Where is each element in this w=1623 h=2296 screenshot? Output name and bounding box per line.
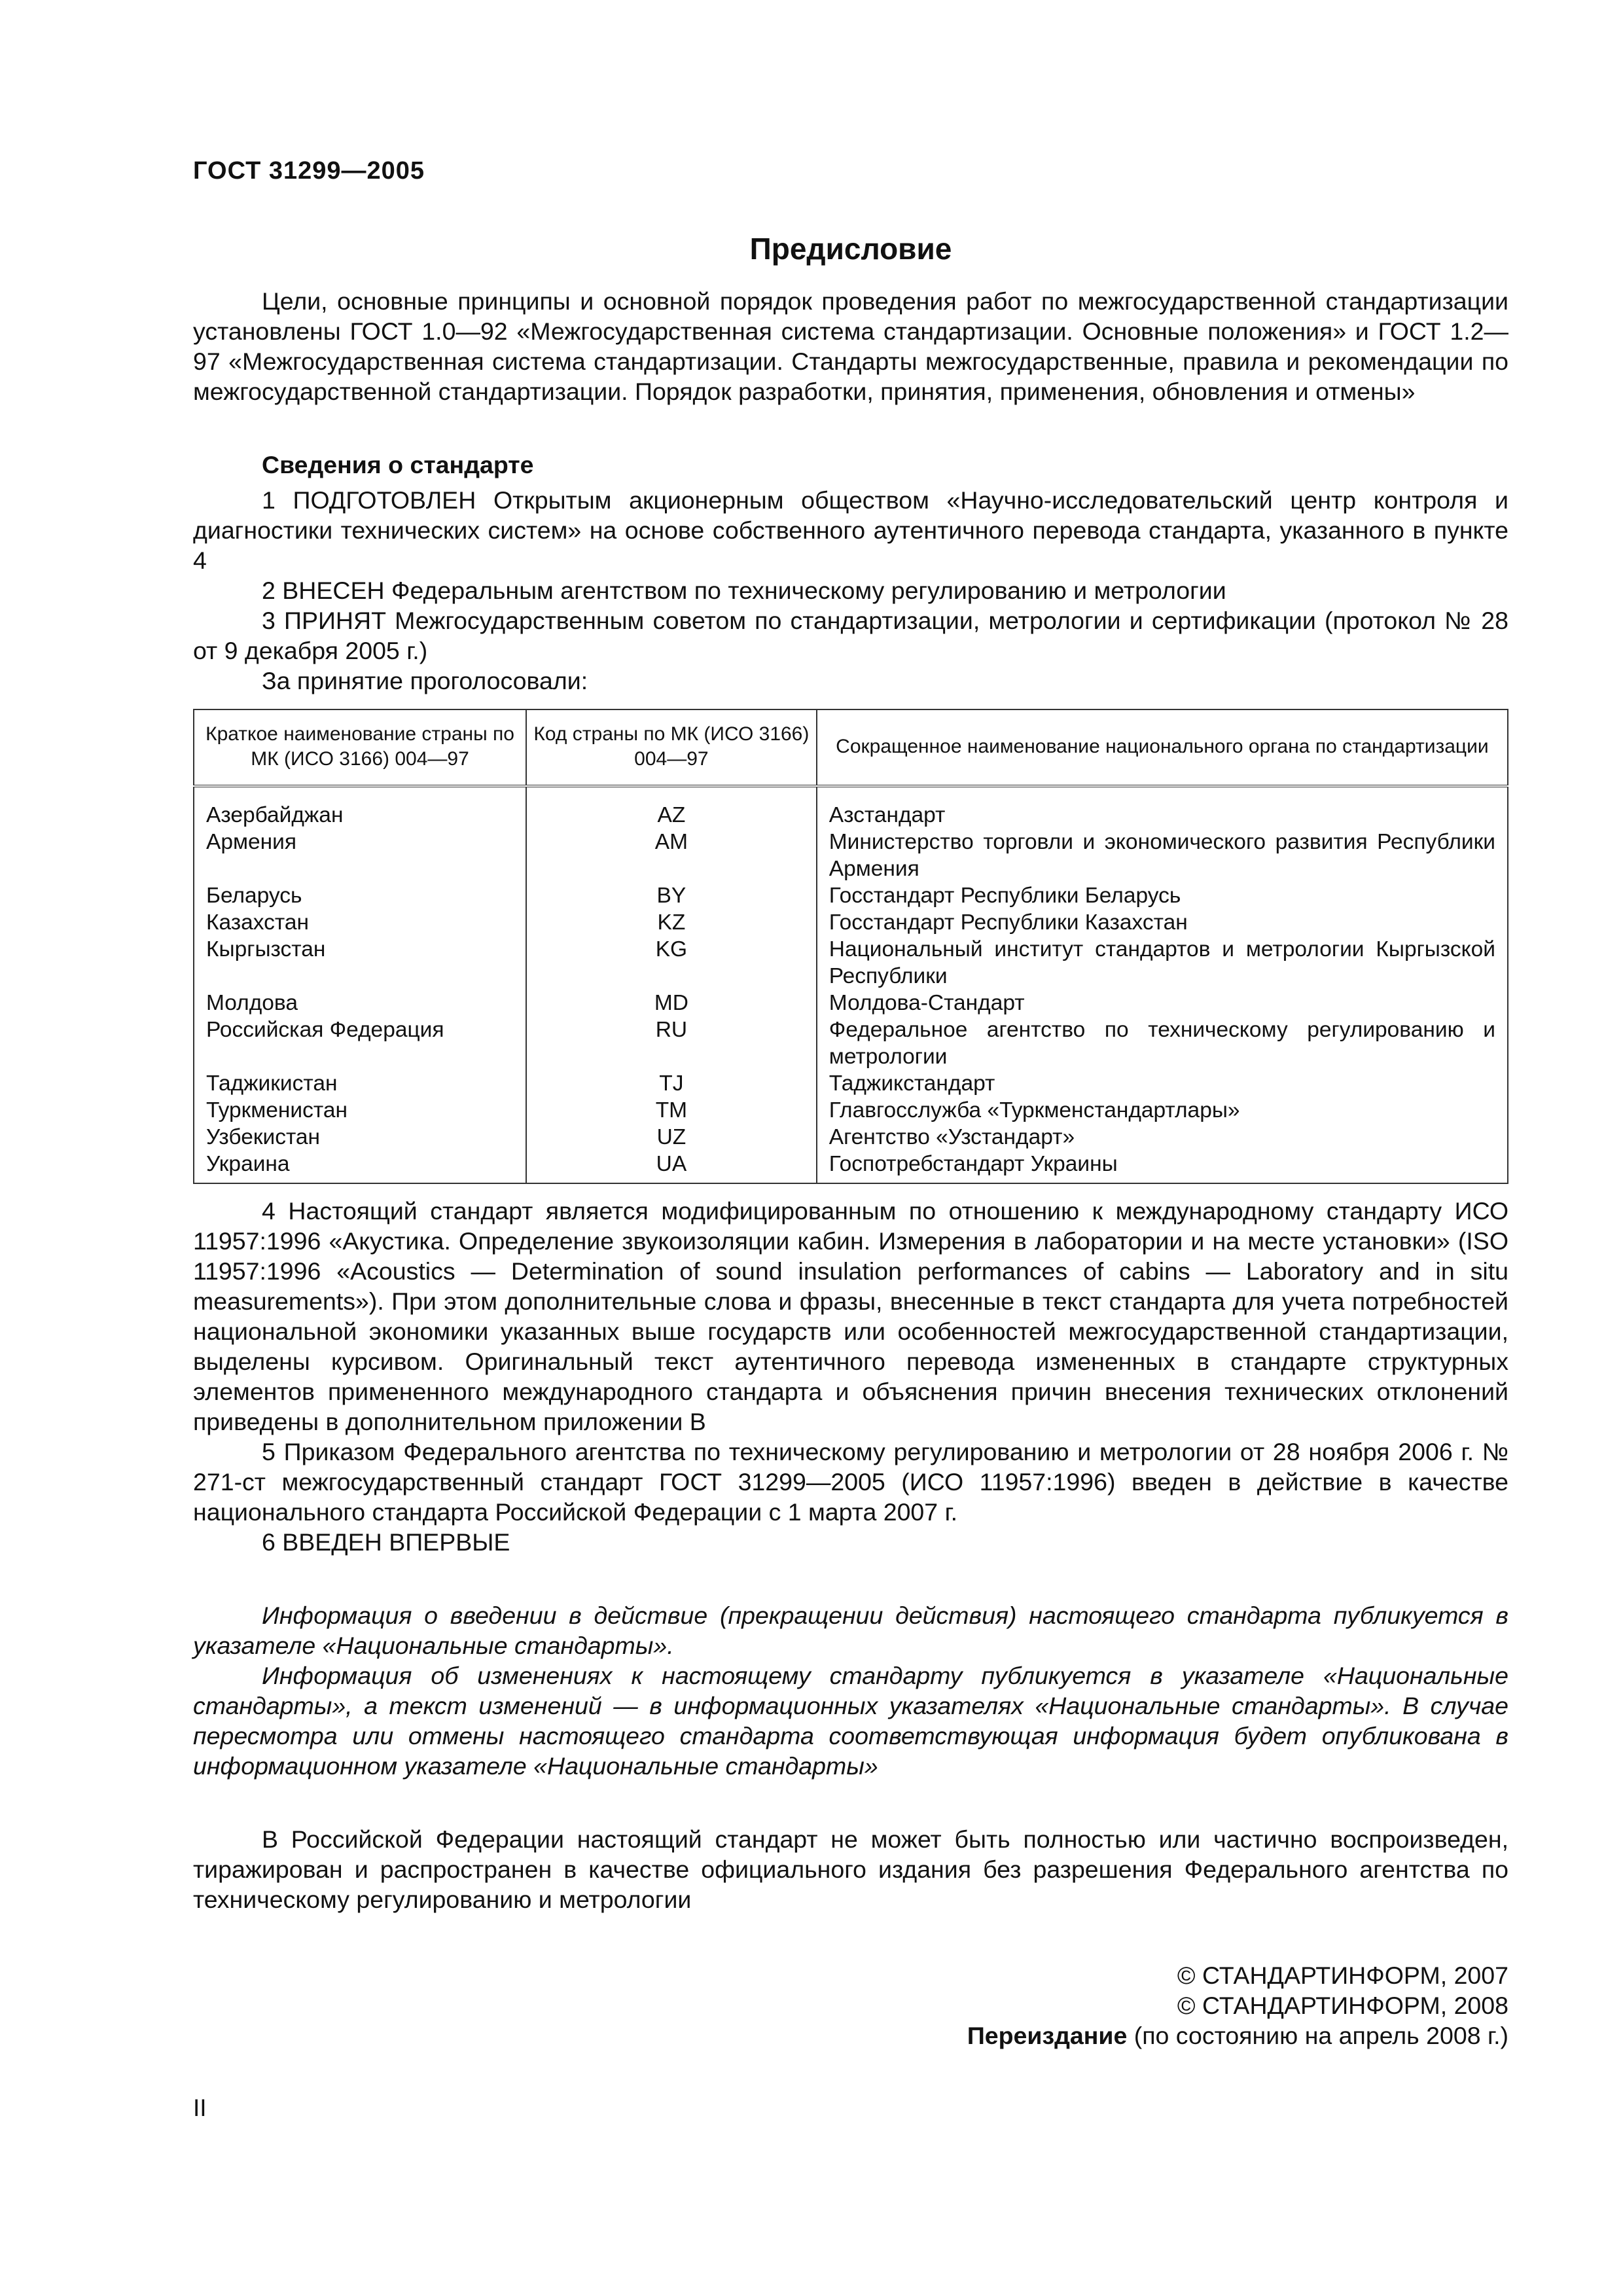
code-cell: UZ <box>526 1124 817 1151</box>
item-1: 1 ПОДГОТОВЛЕН Открытым акционерным обществом «Научно-исследовательский центр контроля и диагностики технических систем» на основе собственного аутентичного перевода стандарта, указанного в пункте 4 <box>193 486 1508 574</box>
document-page <box>193 157 1508 2051</box>
table-header-country: Краткое наименование страны по МК (ИСО 3166) 004—97 <box>194 709 526 786</box>
table-row <box>194 909 1508 936</box>
country-cell: Армения <box>194 829 526 882</box>
code-cell: KG <box>526 936 817 990</box>
item-3: 3 ПРИНЯТ Межгосударственным советом по стандартизации, метрологии и сертификации (протокол № 28 от 9 декабря 2005 г.) <box>193 607 1508 664</box>
document-header: ГОСТ 31299—2005 <box>193 157 425 185</box>
reissue-label: Переиздание <box>967 2022 1128 2049</box>
code-cell: TJ <box>526 1070 817 1097</box>
reissue-note: (по состоянию на апрель 2008 г.) <box>1127 2022 1508 2049</box>
page-title: Предисловие <box>749 232 952 266</box>
voted-label: За принятие проголосовали: <box>262 667 588 694</box>
country-cell: Российская Федерация <box>194 1016 526 1070</box>
organ-cell: Национальный институт стандартов и метрологии Кыргызской Республики <box>817 936 1508 990</box>
copyright-block <box>193 1960 1508 2051</box>
code-cell: AM <box>526 829 817 882</box>
code-cell: KZ <box>526 909 817 936</box>
country-cell: Таджикистан <box>194 1070 526 1097</box>
country-cell: Украина <box>194 1151 526 1183</box>
country-cell: Кыргызстан <box>194 936 526 990</box>
organ-cell: Таджикстандарт <box>817 1070 1508 1097</box>
publication-note-2: Информация об изменениях к настоящему стандарту публикуется в указателе «Национальные стандарты», а текст изменений — в информационных указателях «Национальные стандарты». В случае пересмотра или отмены настоящего стандарта соответствующая информация будет опубликована в информационном указателе «Национальные стандарты» <box>193 1662 1508 1780</box>
country-cell: Туркменистан <box>194 1097 526 1124</box>
table-row <box>194 990 1508 1016</box>
table-row <box>194 829 1508 882</box>
countries-table <box>193 709 1508 1184</box>
table-row <box>194 882 1508 909</box>
organ-cell: Азстандарт <box>817 786 1508 829</box>
copyright-line: © СТАНДАРТИНФОРМ, 2008 <box>1177 1992 1508 2019</box>
table-row <box>194 936 1508 990</box>
organ-cell: Главгосслужба «Туркменстандартлары» <box>817 1097 1508 1124</box>
organ-cell: Госстандарт Республики Казахстан <box>817 909 1508 936</box>
code-cell: AZ <box>526 786 817 829</box>
table-row <box>194 1151 1508 1183</box>
code-cell: MD <box>526 990 817 1016</box>
publication-note-1: Информация о введении в действие (прекращении действия) настоящего стандарта публикуется в указателе «Национальные стандарты». <box>193 1602 1508 1659</box>
info-heading: Сведения о стандарте <box>262 451 534 478</box>
organ-cell: Министерство торговли и экономического развития Республики Армения <box>817 829 1508 882</box>
table-row <box>194 786 1508 829</box>
code-cell: UA <box>526 1151 817 1183</box>
code-cell: RU <box>526 1016 817 1070</box>
organ-cell: Молдова-Стандарт <box>817 990 1508 1016</box>
country-cell: Молдова <box>194 990 526 1016</box>
table-row <box>194 1016 1508 1070</box>
code-cell: TM <box>526 1097 817 1124</box>
organ-cell: Госстандарт Республики Беларусь <box>817 882 1508 909</box>
country-cell: Узбекистан <box>194 1124 526 1151</box>
organ-cell: Агентство «Узстандарт» <box>817 1124 1508 1151</box>
country-cell: Беларусь <box>194 882 526 909</box>
intro-paragraph: Цели, основные принципы и основной порядок проведения работ по межгосударственной стандартизации установлены ГОСТ 1.0—92 «Межгосударственная система стандартизации. Основные положения» и ГОСТ 1.2—97 «Межгосударственная система стандартизации. Стандарты межгосударственные, правила и рекомендации по межгосударственной стандартизации. Порядок разработки, принятия, применения, обновления и отмены» <box>193 287 1508 405</box>
item-4: 4 Настоящий стандарт является модифицированным по отношению к международному стандарту ИСО 11957:1996 «Акустика. Определение звукоизоляции кабин. Измерения в лаборатории и на месте установки» (ISO 11957:1996 «Acoustics — Determination of sound insulation performances of cabins — Laboratory and in situ measurements»). При этом дополнительные слова и фразы, внесенные в текст стандарта для учета потребностей национальной экономики указанных выше государств или особенностей межгосударственной стандартизации, выделены курсивом. Оригинальный текст аутентичного перевода измененных в стандарте структурных элементов примененного международного стандарта и объяснения причин внесения технических отклонений приведены в дополнительном приложении В <box>193 1197 1508 1435</box>
country-cell: Азербайджан <box>194 786 526 829</box>
restriction-notice: В Российской Федерации настоящий стандарт не может быть полностью или частично воспроизведен, тиражирован и распространен в качестве официального издания без разрешения Федерального агентства по техническому регулированию и метрологии <box>193 1825 1508 1913</box>
country-cell: Казахстан <box>194 909 526 936</box>
table-row <box>194 1124 1508 1151</box>
organ-cell: Федеральное агентство по техническому регулированию и метрологии <box>817 1016 1508 1070</box>
item-2: 2 ВНЕСЕН Федеральным агентством по техническому регулированию и метрологии <box>262 577 1226 604</box>
table-row <box>194 1097 1508 1124</box>
item-6: 6 ВВЕДЕН ВПЕРВЫЕ <box>262 1528 510 1556</box>
item-5: 5 Приказом Федерального агентства по техническому регулированию и метрологии от 28 ноября 2006 г. № 271-ст межгосударственный стандарт ГОСТ 31299—2005 (ИСО 11957:1996) введен в действие в качестве национального стандарта Российской Федерации с 1 марта 2007 г. <box>193 1438 1508 1526</box>
copyright-line: © СТАНДАРТИНФОРМ, 2007 <box>1177 1962 1508 1989</box>
code-cell: BY <box>526 882 817 909</box>
table-row <box>194 1070 1508 1097</box>
organ-cell: Госпотребстандарт Украины <box>817 1151 1508 1183</box>
page-number: II <box>193 2094 207 2121</box>
reissue-line <box>193 2020 1508 2051</box>
table-header-organ: Сокращенное наименование национального органа по стандартизации <box>817 709 1508 786</box>
table-header-code: Код страны по МК (ИСО 3166) 004—97 <box>526 709 817 786</box>
